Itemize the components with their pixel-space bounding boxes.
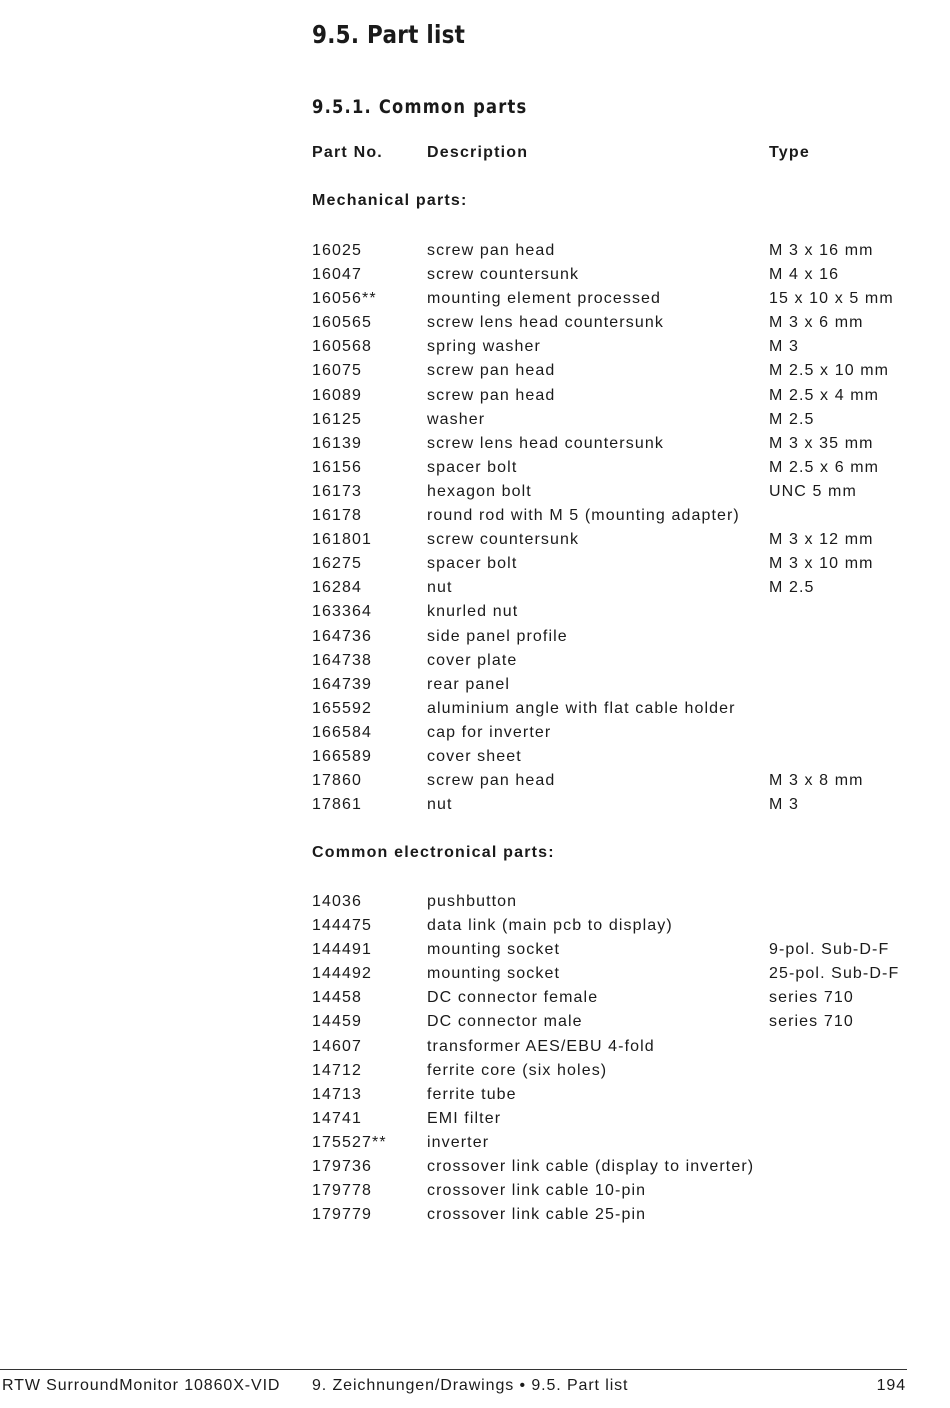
part-number: 16075 xyxy=(312,362,362,380)
part-number: 16139 xyxy=(312,434,362,452)
part-number: 16025 xyxy=(312,242,362,259)
part-number: 166584 xyxy=(312,723,372,741)
part-number: 179779 xyxy=(312,1206,372,1224)
electronical-part-row xyxy=(312,892,932,916)
part-description: ferrite tube xyxy=(427,1085,517,1103)
part-number: 144491 xyxy=(312,941,372,959)
part-type: M 3 xyxy=(769,796,799,814)
mechanical-part-row xyxy=(312,386,932,410)
electronical-part-row xyxy=(312,1012,932,1036)
part-description: screw lens head countersunk xyxy=(427,314,664,332)
part-type: M 3 x 35 mm xyxy=(769,434,874,452)
electronical-part-row xyxy=(312,964,932,988)
part-description: ferrite core (six holes) xyxy=(427,1061,608,1079)
part-description: knurled nut xyxy=(427,603,519,621)
part-description: EMI filter xyxy=(427,1109,502,1127)
part-type: 15 x 10 x 5 mm xyxy=(769,290,894,308)
mechanical-parts-heading: Mechanical parts: xyxy=(312,192,468,209)
mechanical-part-row xyxy=(312,434,932,458)
section-title: 9.5.1. Common parts xyxy=(312,96,528,118)
table-header xyxy=(312,144,912,168)
electronical-part-row xyxy=(312,1109,932,1133)
part-number: 14036 xyxy=(312,893,362,910)
part-description: mounting socket xyxy=(427,941,561,959)
part-type: M 2.5 x 4 mm xyxy=(769,386,880,404)
electronical-part-row xyxy=(312,1181,932,1205)
mechanical-part-row xyxy=(312,313,932,337)
part-number: 163364 xyxy=(312,603,372,621)
mechanical-part-row xyxy=(312,289,932,313)
part-type: M 4 x 16 xyxy=(769,266,840,284)
part-number: 164738 xyxy=(312,651,372,669)
part-description: screw pan head xyxy=(427,242,556,259)
mechanical-part-row xyxy=(312,602,932,626)
column-header-part-no: Part No. xyxy=(312,144,383,161)
electronical-part-row xyxy=(312,940,932,964)
footer-page-number: 194 xyxy=(876,1377,906,1394)
part-number: 14712 xyxy=(312,1061,362,1079)
electronical-part-row xyxy=(312,1061,932,1085)
mechanical-part-row xyxy=(312,578,932,602)
part-description: screw pan head xyxy=(427,386,556,404)
part-description: screw countersunk xyxy=(427,266,580,284)
part-type: UNC 5 mm xyxy=(769,482,857,500)
mechanical-parts-list xyxy=(312,241,932,819)
part-number: 166589 xyxy=(312,747,372,765)
part-number: 164736 xyxy=(312,627,372,645)
part-number: 16089 xyxy=(312,386,362,404)
mechanical-part-row xyxy=(312,651,932,675)
part-description: screw pan head xyxy=(427,362,556,380)
mechanical-part-row xyxy=(312,410,932,434)
electronical-parts-heading: Common electronical parts: xyxy=(312,844,555,861)
footer-product-name: RTW SurroundMonitor 10860X-VID xyxy=(2,1377,281,1394)
part-description: cap for inverter xyxy=(427,723,552,741)
mechanical-part-row xyxy=(312,530,932,554)
part-type: series 710 xyxy=(769,989,854,1007)
part-description: round rod with M 5 (mounting adapter) xyxy=(427,507,740,525)
part-number: 16056** xyxy=(312,290,377,308)
part-description: crossover link cable (display to inverter) xyxy=(427,1158,755,1176)
electronical-part-row xyxy=(312,1037,932,1061)
mechanical-part-row xyxy=(312,482,932,506)
part-number: 16125 xyxy=(312,410,362,428)
part-description: spacer bolt xyxy=(427,458,518,476)
part-number: 179736 xyxy=(312,1158,372,1176)
part-type: M 2.5 xyxy=(769,579,815,597)
part-description: nut xyxy=(427,796,453,814)
part-description: DC connector male xyxy=(427,1013,583,1031)
part-number: 160568 xyxy=(312,338,372,356)
part-number: 175527** xyxy=(312,1133,387,1151)
part-description: transformer AES/EBU 4-fold xyxy=(427,1037,655,1055)
part-type: M 3 x 8 mm xyxy=(769,772,864,790)
mechanical-part-row xyxy=(312,723,932,747)
part-type: M 3 x 6 mm xyxy=(769,314,864,332)
mechanical-part-row xyxy=(312,241,932,265)
electronical-part-row xyxy=(312,1157,932,1181)
part-description: inverter xyxy=(427,1133,490,1151)
mechanical-part-row xyxy=(312,627,932,651)
column-header-description: Description xyxy=(427,144,529,161)
part-description: cover plate xyxy=(427,651,518,669)
part-description: side panel profile xyxy=(427,627,568,645)
electronical-part-row xyxy=(312,1085,932,1109)
footer-chapter: 9. Zeichnungen/Drawings • 9.5. Part list xyxy=(312,1377,629,1394)
mechanical-part-row xyxy=(312,795,932,819)
electronical-parts-list xyxy=(312,892,932,1229)
part-description: spring washer xyxy=(427,338,541,356)
electronical-part-row xyxy=(312,1133,932,1157)
mechanical-part-row xyxy=(312,554,932,578)
part-description: screw lens head countersunk xyxy=(427,434,664,452)
column-header-type: Type xyxy=(769,144,810,161)
part-number: 14607 xyxy=(312,1037,362,1055)
part-type: M 3 x 12 mm xyxy=(769,531,874,549)
part-type: M 2.5 x 10 mm xyxy=(769,362,890,380)
part-number: 14713 xyxy=(312,1085,362,1103)
part-description: rear panel xyxy=(427,675,511,693)
part-number: 16156 xyxy=(312,458,362,476)
part-number: 16284 xyxy=(312,579,362,597)
part-number: 16178 xyxy=(312,507,362,525)
part-description: washer xyxy=(427,410,486,428)
part-description: screw pan head xyxy=(427,772,556,790)
part-description: nut xyxy=(427,579,453,597)
part-description: cover sheet xyxy=(427,747,522,765)
part-description: pushbutton xyxy=(427,893,518,910)
part-number: 160565 xyxy=(312,314,372,332)
part-type: M 3 x 16 mm xyxy=(769,242,874,259)
part-description: data link (main pcb to display) xyxy=(427,917,673,935)
part-type: M 3 x 10 mm xyxy=(769,555,874,573)
part-description: DC connector female xyxy=(427,989,599,1007)
part-number: 14741 xyxy=(312,1109,362,1127)
electronical-part-row xyxy=(312,1205,932,1229)
part-description: spacer bolt xyxy=(427,555,518,573)
part-number: 14458 xyxy=(312,989,362,1007)
electronical-part-row xyxy=(312,988,932,1012)
part-type: M 3 xyxy=(769,338,799,356)
mechanical-part-row xyxy=(312,265,932,289)
part-number: 144475 xyxy=(312,917,372,935)
part-description: crossover link cable 25-pin xyxy=(427,1206,647,1224)
part-description: mounting element processed xyxy=(427,290,662,308)
part-number: 16173 xyxy=(312,482,362,500)
page-title: 9.5. Part list xyxy=(312,20,466,49)
mechanical-part-row xyxy=(312,337,932,361)
part-number: 161801 xyxy=(312,531,372,549)
part-number: 164739 xyxy=(312,675,372,693)
part-number: 144492 xyxy=(312,965,372,983)
part-type: 25-pol. Sub-D-F xyxy=(769,965,900,983)
part-description: screw countersunk xyxy=(427,531,580,549)
mechanical-part-row xyxy=(312,506,932,530)
part-description: hexagon bolt xyxy=(427,482,532,500)
mechanical-part-row xyxy=(312,458,932,482)
part-description: mounting socket xyxy=(427,965,561,983)
part-number: 16275 xyxy=(312,555,362,573)
mechanical-part-row xyxy=(312,699,932,723)
part-description: aluminium angle with flat cable holder xyxy=(427,699,736,717)
mechanical-part-row xyxy=(312,747,932,771)
electronical-part-row xyxy=(312,916,932,940)
part-number: 16047 xyxy=(312,266,362,284)
part-number: 165592 xyxy=(312,699,372,717)
part-type: M 2.5 xyxy=(769,410,815,428)
part-type: series 710 xyxy=(769,1013,854,1031)
mechanical-part-row xyxy=(312,675,932,699)
part-description: crossover link cable 10-pin xyxy=(427,1182,647,1200)
part-number: 17860 xyxy=(312,772,362,790)
footer-divider xyxy=(0,1369,907,1370)
part-number: 179778 xyxy=(312,1182,372,1200)
mechanical-part-row xyxy=(312,361,932,385)
mechanical-part-row xyxy=(312,771,932,795)
part-number: 17861 xyxy=(312,796,362,814)
part-type: 9-pol. Sub-D-F xyxy=(769,941,890,959)
part-number: 14459 xyxy=(312,1013,362,1031)
part-type: M 2.5 x 6 mm xyxy=(769,458,880,476)
